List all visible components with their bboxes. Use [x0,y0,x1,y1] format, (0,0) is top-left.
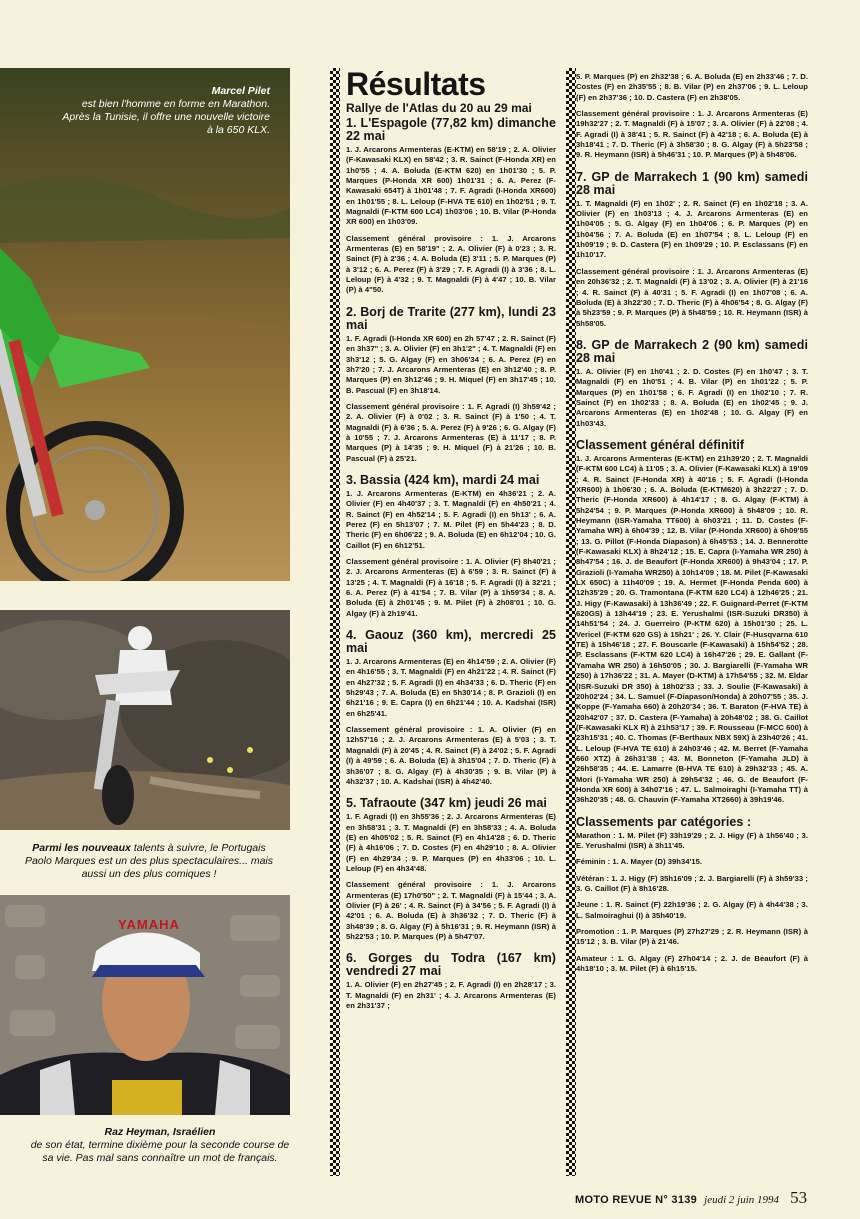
stage-heading: 6. Gorges du Todra (167 km) vendredi 27 mai [346,951,556,979]
result-paragraph: Classement général provisoire : 1. A. Olivier (F) en 12h57'16 ; 2. J. Arcarons Armenteras (E) à 5'03 ; 3. T. Magnaldi (F) à 20'45 ; 4. R. Sainct (F) à 24'02 ; 5. F. Agradi (I) à 49'59 ; 6. A. Boluda (E) à 3h15'04 ; 7. D. Theric (F) à 3h36'07 ; 8. G. Algay (F) à 4h30'35 ; 9. B. Vilar (P) à 4h32'37 ; 10. A. Kadshai (ISR) à 4h42'40. [346,725,556,786]
caption-text: de son état, termine dixième pour la seconde course de sa vie. Pas mal sans connaître un mot de français. [30,1139,290,1164]
motocross-bike-illustration [0,68,290,581]
result-paragraph: 1. A. Olivier (F) en 2h27'45 ; 2. F. Agradi (I) en 2h28'17 ; 3. T. Magnaldi (F) en 2h31' ; 4. J. Arcarons Armenteras (E) en 2h31'37 ; [346,980,556,1010]
page-footer [575,1188,807,1208]
results-column-2 [576,72,808,980]
stage-heading: 2. Borj de Trarite (277 km), lundi 23 mai [346,304,556,332]
stage-section [346,474,556,619]
stage-heading: 5. Tafraoute (347 km) jeudi 26 mai [346,796,547,811]
stage-section [576,72,808,161]
column-1-sections [346,117,556,1011]
checkered-stripe-left [330,68,340,1176]
caption-bold: Parmi les nouveaux [32,842,131,854]
result-paragraph: Marathon : 1. M. Pilet (F) 33h19'29 ; 2. J. Higy (F) à 1h56'40 ; 3. E. Yerushalmi (ISR) à 3h11'45. [576,830,808,850]
bottom-photo-caption [30,1126,290,1165]
rallye-subtitle: Rallye de l'Atlas du 20 au 29 mai [346,101,532,115]
rider-action-illustration [0,610,290,830]
caption-name: Marcel Pilet [211,85,270,97]
page-number: 53 [790,1188,808,1207]
stage-section [576,339,808,429]
stage-heading: 3. Bassia (424 km), mardi 24 mai [346,472,540,487]
top-photo-caption [55,85,270,137]
result-paragraph: Classement général provisoire : 1. J. Arcarons Armenteras (E) en 20h36'32 ; 2. T. Magnaldi (F) à 13'02 ; 3. A. Olivier (F) à 21'16 ; 4. R. Sainct (F) à 40'31 ; 5. F. Agradi (I) en 1h07'08 ; 6. A. Boluda (E) à 3h22'30 ; 7. D. Theric (F) à 4h06'54 ; 8. G. Algay (F) à 5h23'59 ; 9. P. Marques (P) à 5h48'59 ; 10. R. Heymann (ISR) à 5h58'05. [576,266,808,328]
result-paragraph: Vétéran : 1. J. Higy (F) 35h16'09 ; 2. J. Bargiarelli (F) à 3h59'33 ; 3. G. Caillot (F) à 8h16'28. [576,873,808,893]
issue-date: jeudi 2 juin 1994 [704,1194,779,1206]
stage-heading: 7. GP de Marrakech 1 (90 km) samedi 28 mai [576,169,808,197]
result-paragraph: Amateur : 1. G. Algay (F) 27h04'14 ; 2. J. de Beaufort (F) à 4h18'10 ; 3. M. Pilet (F) à 6h15'15. [576,953,808,974]
stage-section [346,797,556,942]
result-paragraph: Classement général provisoire : 1. J. Arcarons Armenteras (E) en 58'19" ; 2. A. Olivier (F) à 0'23 ; 3. R. Sainct (F) à 2'36 ; 4. A. Boluda (E) 3'11 ; 5. P. Marques (P) à 3'12 ; 6. A. Perez (F) à 3'29 ; 7. F. Agradi (I) à 3'36 ; 8. L. Leloup (F) à 4'32 ; 9. T. Magnaldi (F) à 4'47 ; 10. B. Vilar (P) à 4"50. [346,233,556,295]
stage-section [576,171,808,329]
photo-motocross-bike [0,68,290,581]
stage-heading: Classement général définitif [576,437,745,452]
result-paragraph: 1. J. Arcarons Armenteras (E-KTM) en 58'19 ; 2. A. Olivier (F-Kawasaki KLX) en 58'42 ; 3. R. Sainct (F-Honda XR) en 1h0'55 ; 4. A. Boluda (E-KTM 620) en 1h01'30 ; 5. P. Marques (P-Honda XR 600) 1h01'31 ; 6. A. Perez (F-Kawasaki 654T) à 1h01'48 ; 7. F. Agradi (I-Honda XR600) en 1h01'55 ; 8. L. Leloup (F-HVA TE 610) en 1h02'51 ; 9. T. Magnaldi (F-KTM 600 LC4) 1h03'06 ; 10. B. Vilar (P-Honda XR 600) en 1h03'09. [346,145,556,227]
stage-section [576,816,808,975]
stage-heading: 4. Gaouz (360 km), mercredi 25 mai [346,628,556,656]
result-paragraph: Jeune : 1. R. Sainct (F) 22h19'36 ; 2. G. Algay (F) à 4h44'38 ; 3. L. Salmoiraghui (I) à 35h40'19. [576,900,808,920]
photo-rider-action [0,610,290,830]
result-paragraph: Classement général provisoire : 1. A. Olivier (F) 8h40'21 ; 2. J. Arcarons Armenteras (E) à 6'59 ; 3. R. Sainct (F) à 13'25 ; 4. T. Magnaldi (F) à 16'18 ; 5. F. Agradi (I) à 32'21 ; 6. A. Perez (F) à 41'54 ; 7. B. Vilar (P) à 1h59'34 ; 8. A. Boluda (E) à 2h01'45 ; 9. M. Pilet (F) à 2h08'01 ; 10. G. Algay (F) à 2h19'41. [346,557,556,618]
result-paragraph: Classement général provisoire : 1. F. Agradi (I) 3h59'42 ; 2. A. Olivier (F) à 0'02 ; 3. R. Sainct (F) à 1'50 ; 4. T. Magnaldi (F) à 6'36 ; 5. A. Perez (F) à 9'26 ; 6. G. Algay (F) à 10'55 ; 7. J. Arcarons Armenteras (E) à 11'17 ; 8. P. Marques (P) à 14'35 ; 9. H. Miquel (F) à 21'26 ; 10. B. Pascual (F) à 25'21. [346,401,556,463]
result-paragraph: Classement général provisoire : 1. J. Arcarons Armenteras (E) 19h32'27 ; 2. T. Magnaldi (F) à 15'07 ; 3. A. Olivier (F) à 22'08 ; 4. F. Agradi (I) à 38'41 ; 5. R. Sainct (F) à 42'18 ; 6. A. Boluda (E) à 3h18'41 ; 7. D. Theric (F) à 3h58'30 ; 8. G. Algay (F) à 5h23'58 ; 9. R. Heymann (ISR) à 5h46'31 ; 10. P. Marques (P) à 5h48'06. [576,109,808,160]
caption-text: talents à suivre, le Portugais Paolo Marques est un des plus spectaculaires... mais aussi un des plus comiques ! [24,842,274,880]
stage-heading: 1. L'Espagole (77,82 km) dimanche 22 mai [346,116,556,143]
cap-brand: YAMAHA [118,917,180,932]
result-paragraph: 1. J. Arcarons Armenteras (E) en 4h14'59 ; 2. A. Olivier (F) en 4h16'55 ; 3. T. Magnaldi (F) en 4h21'22 ; 4. R. Sainct (F) en 4h27'32 ; 5. F. Agradi (I) en 4h34'33 ; 6. D. Theric (F) en 5h29'43 ; 7. A. Boluda (E) en 5h30'14 ; 8. P. Grazioli (I) en 6h21'16 ; 9. E. Capra (I) en 6h21'44 ; 10. A. Kadshai (ISR) en 6h25'41. [346,657,556,718]
stage-section [346,306,556,464]
result-paragraph: 1. T. Magnaldi (F) en 1h02' ; 2. R. Sainct (F) en 1h02'18 ; 3. A. Olivier (F) en 1h03'13 ; 4. J. Arcarons Armenteras (E) en 1h04'05 ; 5. G. Algay (F) en 1h04'06 ; 6. P. Marques (P) en 1h04'56 ; 7. A. Boluda (E) en 1h07'54 ; 8. L. Leloup (F) en 1h09'19 ; 9. D. Castera (F) en 1h09'29 ; 10. P. Esclassans (F) en 1h10'17. [576,198,808,260]
caption-bold: Raz Heyman, Israélien [104,1126,216,1138]
result-paragraph: 1. J. Arcarons Armenteras (E-KTM) en 21h39'20 ; 2. T. Magnaldi (F-KTM 600 LC4) à 11'05 ; 3. A. Olivier (F-Kawasaki KLX) à 19'09 ; 4. R. Sainct (F-Honda XR) à 40'16 ; 5. F. Agradi (I-Honda XR600) à 1h06'30 ; 6. A. Boluda (E-KTM620) à 3h22'27 ; 7. D. Theric (F-Honda XR600) à 4h14'17 ; 8. G. Algay (F-KTM) à 5h24'54 ; 9. P. Marques (P-Honda XR600) à 5h48'09 ; 10. R. Heymann (ISR-Yamaha TT600) à 6h03'21 ; 11. D. Costes (F-Yamaha WR) à 6h04'39 ; 12. B. Vilar (P-Honda XR600) à 6h09'55 ; 13. G. Pillot (F-Honda Diapason) à 6h45'53 ; 14. J. Bennerotte (F-Kawasaki KLX) à 8h24'12 ; 15. E. Capra (I-Yamaha WR 250) à 8h47'54 ; 16. J. de Beaufort (F-Honda XR600) à 9h43'04 ; 17. P. Grazioli (I-Yamaha WR250) à 10h14'09 ; 18. M. Pilet (F-Kawasaki LX 650C) à 11h40'09 ; 19. A. Hermet (F-Honda Penda 600) à 12h35'29 ; 20. G. Tramontana (F-KTM 620 LC4) à 12h46'25 ; 21. J. Higy (F-Kawasaki) à 13h36'49 ; 22. F. Guignard-Perret (F-KTM 620GS) à 13h44'19 ; 23. E. Yerushalmi (ISR-Suzuki DR350) à 14h51'54 ; 24. J. Guerreiro (P-KTM 620) à 15h01'30 ; 25. L. Vericel (F-KTM 620 GS) à 15h21' ; 26. Y. Clair (F-Husqvarna 610 TE) à 15h46'18 ; 27. F. Bouscarle (F-Kawasaki) à 15h54'52 ; 28. P. Esclassans (F-KTM 620 LC4) à 16h47'26 ; 29. E. Gallant (F-Yamaha WR 250) à 16h50'05 ; 30. J. Bargiarelli (F-Yamaha WR 250) à 17h36'22 ; 31. A. Mayer (D-KTM) à 17h54'55 ; 32. M. Eldar (ISR-Suzuki DR 350) à 18h02'33 ; 33. J. Soulie (F-Kawasaki) à 20h02'24 ; 34. L. Samuel (F-Diapason/Honda) à 20h07'55 ; 35. J. Koppe (F-Yamaha 660) à 20h20'34 ; 36. T. Baraton (F-HVA TE) à 20h42'07 ; 37. D. Castera (F-Yamaha) à 20h48'02 ; 38. G. Caillot (F-Kawasaki KLX R) à 21h53'17 ; 39. F. Rousseau (F-MCC 600) à 23h15'31 ; 40. C. Thomas (F-Berthaux NBX 59X) à 23h40'26 ; 41. L. Leloup (F-HVA TE 610) à 24h03'46 ; 42. M. Berret (F-Yamaha 660 XTZ) à 26h31'38 ; 43. M. Bonneton (F-Yamaha JLD) à 26h58'35 ; 44. E. Lamarre (B-HVA TE 610) à 29h32'33 ; 45. A. Mori (I-Yamaha WR 250) à 29h54'32 ; 46. G. de Beaufort (F-Honda XR 600) à 34h07'16 ; 47. L. Salmoiraghi (I-Yamaha TT) à 36h20'35 ; 48. G. Chauvin (F-Yamaha XT2660) à 39h19'46. [576,453,808,805]
column-2-sections [576,72,808,974]
stage-heading: Classements par catégories : [576,814,752,829]
stage-section [346,629,556,787]
result-paragraph: 5. P. Marques (P) en 2h32'38 ; 6. A. Boluda (E) en 2h33'46 ; 7. D. Costes (F) en 2h35'55 ; 8. B. Vilar (P) en 2h37'06 ; 9. L. Leloup (F) en 2h37'36 ; 10. D. Castera (F) en 2h38'05. [576,72,808,102]
result-paragraph: 1. F. Agradi (I) en 3h55'36 ; 2. J. Arcarons Armenteras (E) en 3h58'31 ; 3. T. Magnaldi (F) en 3h58'33 ; 4. A. Boluda (E) en 4h05'02 ; 5. R. Sainct (F) en 4h14'28 ; 6. D. Theric (F) à 4h16'06 ; 7. D. Costes (F) en 4h29'10 ; 8. A. Olivier (F) en 4h29'34 ; 9. P. Marques (P) en 4h33'06 ; 10. L. Leloup (F) en 4h34'48. [346,812,556,873]
magazine-issue: MOTO REVUE N° 3139 [575,1194,698,1206]
checkered-stripe-middle [566,68,576,1176]
middle-photo-caption [18,842,280,881]
result-paragraph: 1. A. Olivier (F) en 1h0'41 ; 2. D. Costes (F) en 1h0'47 ; 3. T. Magnaldi (F) en 1h0'51 ; 4. B. Vilar (P) en 1h01'22 ; 5. P. Marques (P) en 1h01'58 ; 6. F. Agradi (I) en 1h02'10 ; 7. R. Sainct (F) en 1h02'33 ; 8. A. Boluda (E) en 1h02'45 ; 9. J. Arcarons Armenteras (E) en 1h02'48 ; 10. G. Algay (F) en 1h03'43. [576,366,808,428]
page-title: Résultats [346,66,486,102]
result-paragraph: Féminin : 1. A. Mayer (D) 39h34'15. [576,857,703,867]
caption-text: est bien l'homme en forme en Marathon. Après la Tunisie, il offre une nouvelle victoire à la 650 KLX. [62,98,270,136]
result-paragraph: 1. F. Agradi (I-Honda XR 600) en 2h 57'47 ; 2. R. Sainct (F) en 3h37" ; 3. A. Olivier (F) en 3h1'2" ; 4. T. Magnaldi (F) en 3h3'12 ; 5. G. Algay (F) en 3h06'34 ; 6. A. Perez (F) en 3h7'20 ; 7. J. Arcarons Armenteras (E) en 3h12'40 ; 8. P. Marques (P) en 3h12'46 ; 9. H. Miquel (F) en 3h17'45 ; 10. B. Pascual (F) en 3h18'14. [346,333,556,395]
stage-section [576,439,808,806]
result-paragraph: 1. J. Arcarons Armenteras (E-KTM) en 4h36'21 ; 2. A. Olivier (F) en 4h40'37 ; 3. T. Magnaldi (F) en 4h50'21 ; 4. R. Sainct (F) en 4h52'14 ; 5. F. Agradi (I) en 5h13' ; 6. A. Perez (F) en 5h13'07 ; 7. M. Pilet (F) en 5h44'23 ; 8. D. Theric (F) en 6h06'22 ; 9. A. Boluda (E) en 6h12'04 ; 10. G. Caillot (F) en 6h12'51. [346,488,556,550]
results-column-1 [346,68,556,1017]
photo-portrait [0,895,290,1115]
stage-heading: 8. GP de Marrakech 2 (90 km) samedi 28 mai [576,337,808,365]
result-paragraph: Classement général provisoire : 1. J. Arcarons Armenteras (E) 17h0'50" ; 2. T. Magnaldi (F) à 15'44 ; 3. A. Olivier (F) à 26' ; 4. R. Sainct (F) à 34'56 ; 5. F. Agradi (I) à 42'01 ; 6. A. Boluda (E) à 3h36'32 ; 7. D. Theric (F) à 3h48'39 ; 8. G. Algay (F) à 5h16'31 ; 9. R. Heymann (ISR) à 5h22'53 ; 10. P. Marques (P) à 5h47'07. [346,880,556,941]
stage-section [346,952,556,1011]
stage-section [346,117,556,296]
result-paragraph: Promotion : 1. P. Marques (P) 27h27'29 ; 2. R. Heymann (ISR) à 15'12 ; 3. B. Vilar (P) à 21'46. [576,927,808,947]
